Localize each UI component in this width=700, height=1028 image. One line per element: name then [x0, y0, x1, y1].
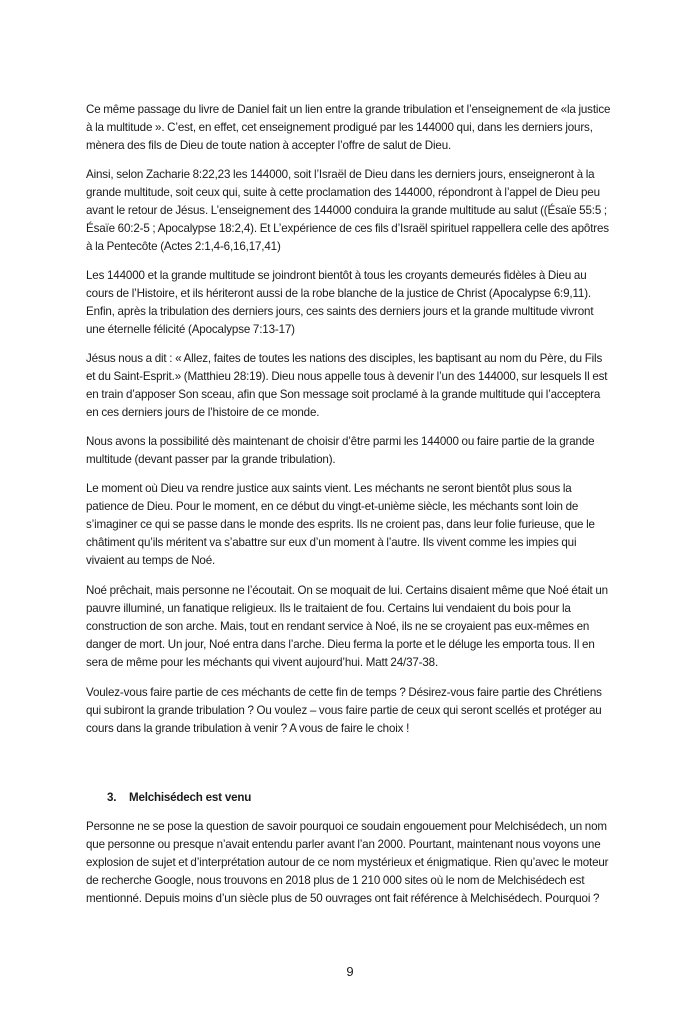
section-heading — [86, 789, 614, 807]
section-title: Melchisédech est venu — [129, 791, 252, 804]
paragraph-melchisedech: Personne ne se pose la question de savoir pourquoi ce soudain engouement pour Melchisédech, un nom que personne ou presque n’avait entendu parler avant l’an 2000. Pourtant, maintenant nous voyons une explosion de sujet et d’interprétation autour de ce nom mystérieux et énigmatique. Rien qu’avec le moteur de recherche Google, nous trouvons en 2018 plus de 1 210 000 sites où le nom de Melchisédech est mentionné. Depuis moins d’un siècle plus de 50 ouvrages ont fait référence à Melchisédech. Pourquoi ? — [86, 820, 609, 905]
document-page — [86, 101, 614, 919]
paragraph-zacharie: Ainsi, selon Zacharie 8:22,23 les 144000, soit l’Israël de Dieu dans les derniers jours, enseigneront à la grande multitude, soit ceux qui, suite à cette proclamation des 144000, répondront à l’appel de Dieu peu avant le retour de Jésus. L’enseignement des 144000 conduira la grande multitude au salut ((Ésaïe 55:5 ; Ésaïe 60:2-5 ; Apocalypse 18:2,4). Et L’expérience de ces fils d’Israël spirituel rappellera celle des apôtres à la Pentecôte (Actes 2:1,4-6,16,17,41) — [86, 168, 609, 253]
paragraph-possibilite: Nous avons la possibilité dès maintenant de choisir d’être parmi les 144000 ou faire partie de la grande multitude (devant passer par la grande tribulation). — [86, 435, 595, 466]
paragraph-choix: Voulez-vous faire partie de ces méchants de cette fin de temps ? Désirez-vous faire partie des Chrétiens qui subiront la grande tribulation ? Ou voulez – vous faire partie de ceux qui seront scellés et protéger au cours dans la grande tribulation à venir ? A vous de faire le choix ! — [86, 686, 602, 735]
paragraph-jesus: Jésus nous a dit : « Allez, faites de toutes les nations des disciples, les baptisant au nom du Père, du Fils et du Saint-Esprit.» (Matthieu 28:19). Dieu nous appelle tous à devenir l’un des 144000, sur lesquels Il est en train d’apposer Son sceau, afin que Son message soit proclamé à la grande multitude qui l’acceptera en ces derniers jours de l’histoire de ce monde. — [86, 352, 608, 419]
paragraph-noe: Noé prêchait, mais personne ne l’écoutait. On se moquait de lui. Certains disaient même que Noé était un pauvre illuminé, un fanatique religieux. Ils le traitaient de fou. Certains lui vendaient du bois pour la construction de son arche. Mais, tout en rendant service à Noé, ils ne se croyaient pas eux-mêmes en danger de mort. Un jour, Noé entra dans l’arche. Dieu ferma la porte et le déluge les emporta tous. Il en sera de même pour les méchants qui vivent aujourd’hui. Matt 24/37-38. — [86, 584, 608, 669]
page-number: 9 — [346, 964, 354, 979]
paragraph-daniel: Ce même passage du livre de Daniel fait un lien entre la grande tribulation et l’enseignement de «la justice à la multitude ». C’est, en effet, cet enseignement prodigué par les 144000 qui, dans les derniers jours, mènera des fils de Dieu de toute nation à accepter l’offre de salut de Dieu. — [86, 103, 611, 152]
section-number: 3. — [107, 791, 117, 804]
section-spacer — [86, 749, 614, 789]
paragraph-justice: Le moment où Dieu va rendre justice aux saints vient. Les méchants ne seront bientôt plus sous la patience de Dieu. Pour le moment, en ce début du vingt-et-unième siècle, les méchants sont loin de s’imaginer ce qui se passe dans le monde des esprits. Ils ne croient pas, dans leur folie furieuse, que le châtiment qu’ils méritent va s’abattre sur eux d’un moment à l’autre. Ils vivent comme les impies qui vivaient au temps de Noé. — [86, 482, 595, 567]
paragraph-grande-multitude: Les 144000 et la grande multitude se joindront bientôt à tous les croyants demeurés fidèles à Dieu au cours de l’Histoire, et ils hériteront aussi de la robe blanche de la justice de Christ (Apocalypse 6:9,11). Enfin, après la tribulation des derniers jours, ces saints des derniers jours et la grande multitude vivront une éternelle félicité (Apocalypse 7:13-17) — [86, 269, 594, 336]
